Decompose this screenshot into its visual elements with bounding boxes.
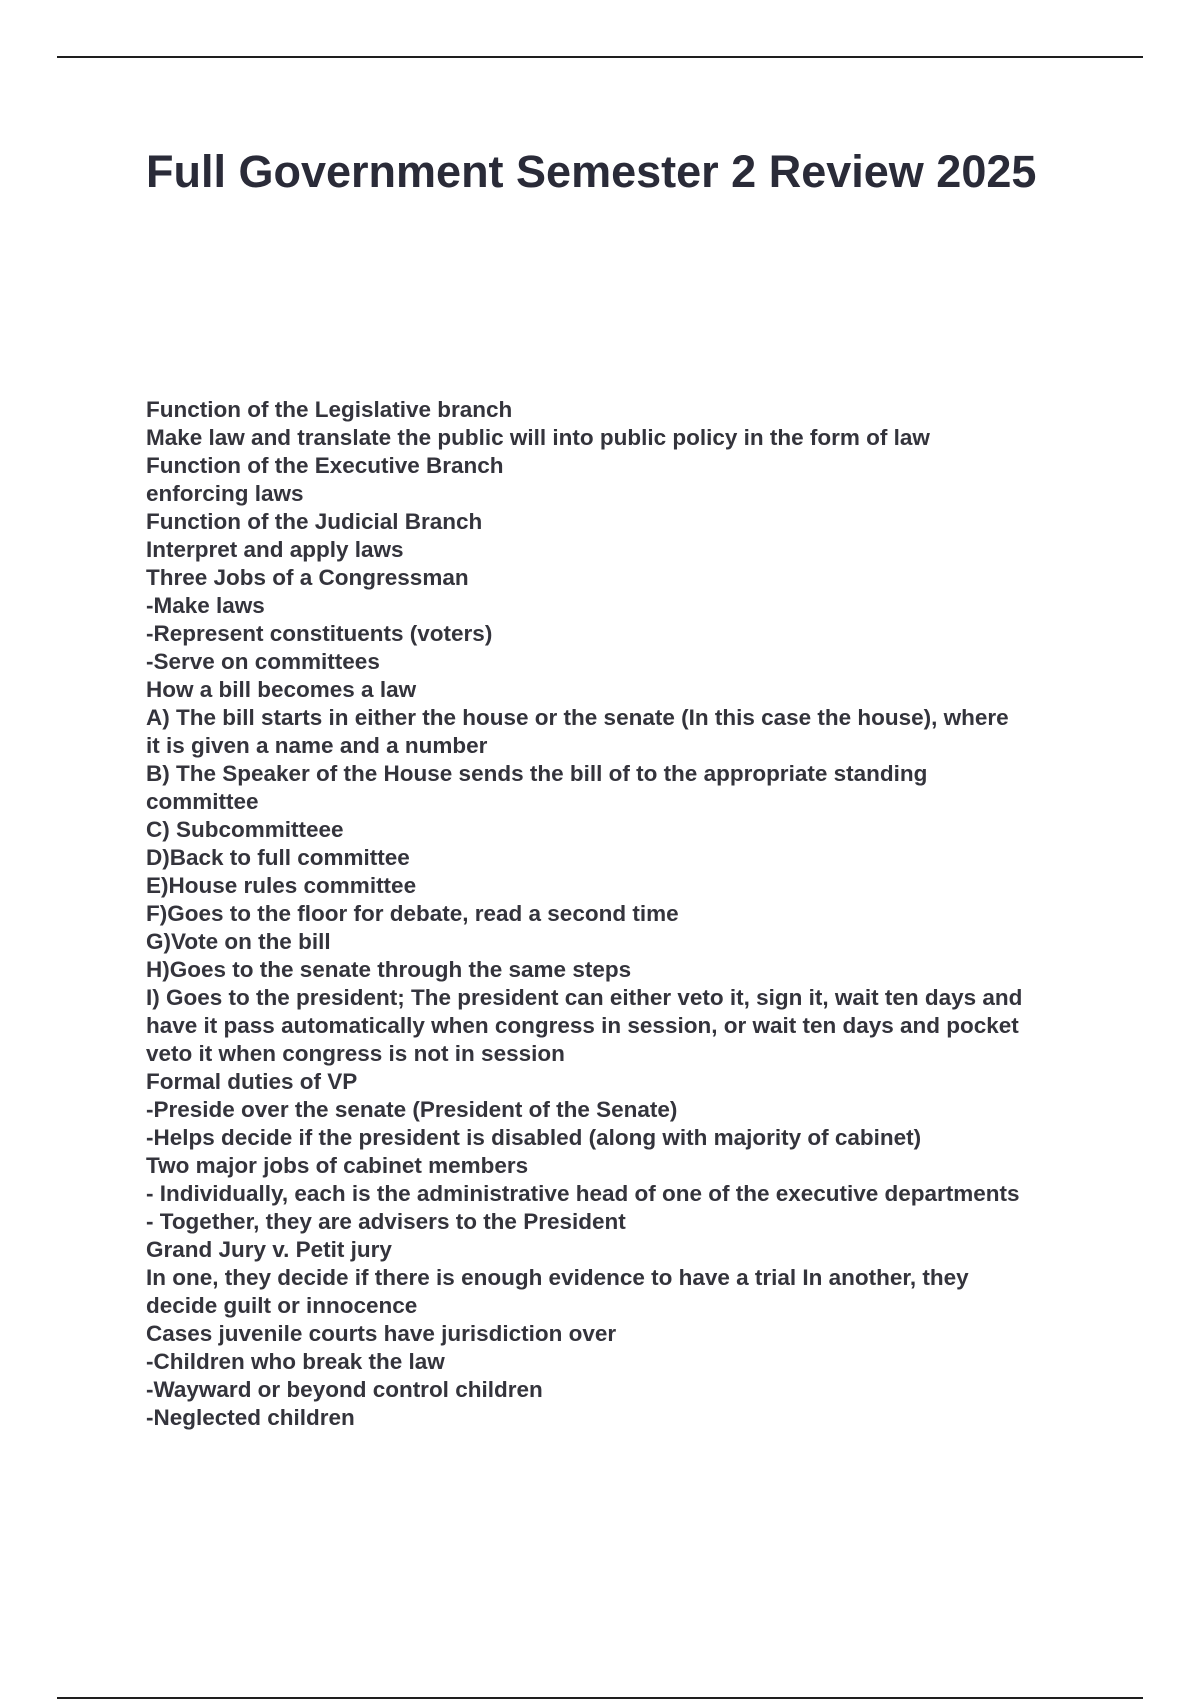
document-body (146, 396, 1096, 1432)
text-line: A) The bill starts in either the house or the senate (In this case the house), where (146, 705, 1009, 730)
text-line: -Children who break the law (146, 1349, 445, 1374)
text-line: Two major jobs of cabinet members (146, 1153, 529, 1178)
text-line: B) The Speaker of the House sends the bill of to the appropriate standing (146, 761, 928, 786)
text-line: Formal duties of VP (146, 1069, 358, 1094)
text-line: Function of the Executive Branch (146, 453, 504, 478)
text-line: have it pass automatically when congress in session, or wait ten days and pocket (146, 1013, 1019, 1038)
text-line: E)House rules committee (146, 873, 417, 898)
text-line: Cases juvenile courts have jurisdiction over (146, 1321, 617, 1346)
text-line: enforcing laws (146, 481, 304, 506)
text-line: F)Goes to the floor for debate, read a second time (146, 901, 679, 926)
text-line: veto it when congress is not in session (146, 1041, 565, 1066)
text-line: I) Goes to the president; The president can either veto it, sign it, wait ten days and (146, 985, 1023, 1010)
text-line: Function of the Judicial Branch (146, 509, 483, 534)
text-line: -Helps decide if the president is disabled (along with majority of cabinet) (146, 1125, 922, 1150)
text-line: Grand Jury v. Petit jury (146, 1237, 392, 1262)
text-line: Make law and translate the public will into public policy in the form of law (146, 425, 930, 450)
text-line: H)Goes to the senate through the same steps (146, 957, 632, 982)
bottom-rule (57, 1697, 1143, 1699)
text-line: -Neglected children (146, 1405, 355, 1430)
text-line: -Wayward or beyond control children (146, 1377, 543, 1402)
text-line: G)Vote on the bill (146, 929, 331, 954)
text-line: C) Subcommitteee (146, 817, 344, 842)
text-line: -Serve on committees (146, 649, 380, 674)
text-line: decide guilt or innocence (146, 1293, 418, 1318)
text-line: -Make laws (146, 593, 265, 618)
text-line: -Represent constituents (voters) (146, 621, 493, 646)
text-line: In one, they decide if there is enough evidence to have a trial In another, they (146, 1265, 969, 1290)
text-line: Function of the Legislative branch (146, 397, 513, 422)
text-line: - Together, they are advisers to the President (146, 1209, 626, 1234)
text-line: committee (146, 789, 259, 814)
text-line: Interpret and apply laws (146, 537, 404, 562)
text-line: it is given a name and a number (146, 733, 488, 758)
top-rule (57, 56, 1143, 58)
text-line: - Individually, each is the administrative head of one of the executive departments (146, 1181, 1020, 1206)
text-line: Three Jobs of a Congressman (146, 565, 469, 590)
text-line: How a bill becomes a law (146, 677, 417, 702)
text-line: -Preside over the senate (President of the Senate) (146, 1097, 678, 1122)
document-title: Full Government Semester 2 Review 2025 (146, 146, 1037, 197)
text-line: D)Back to full committee (146, 845, 410, 870)
